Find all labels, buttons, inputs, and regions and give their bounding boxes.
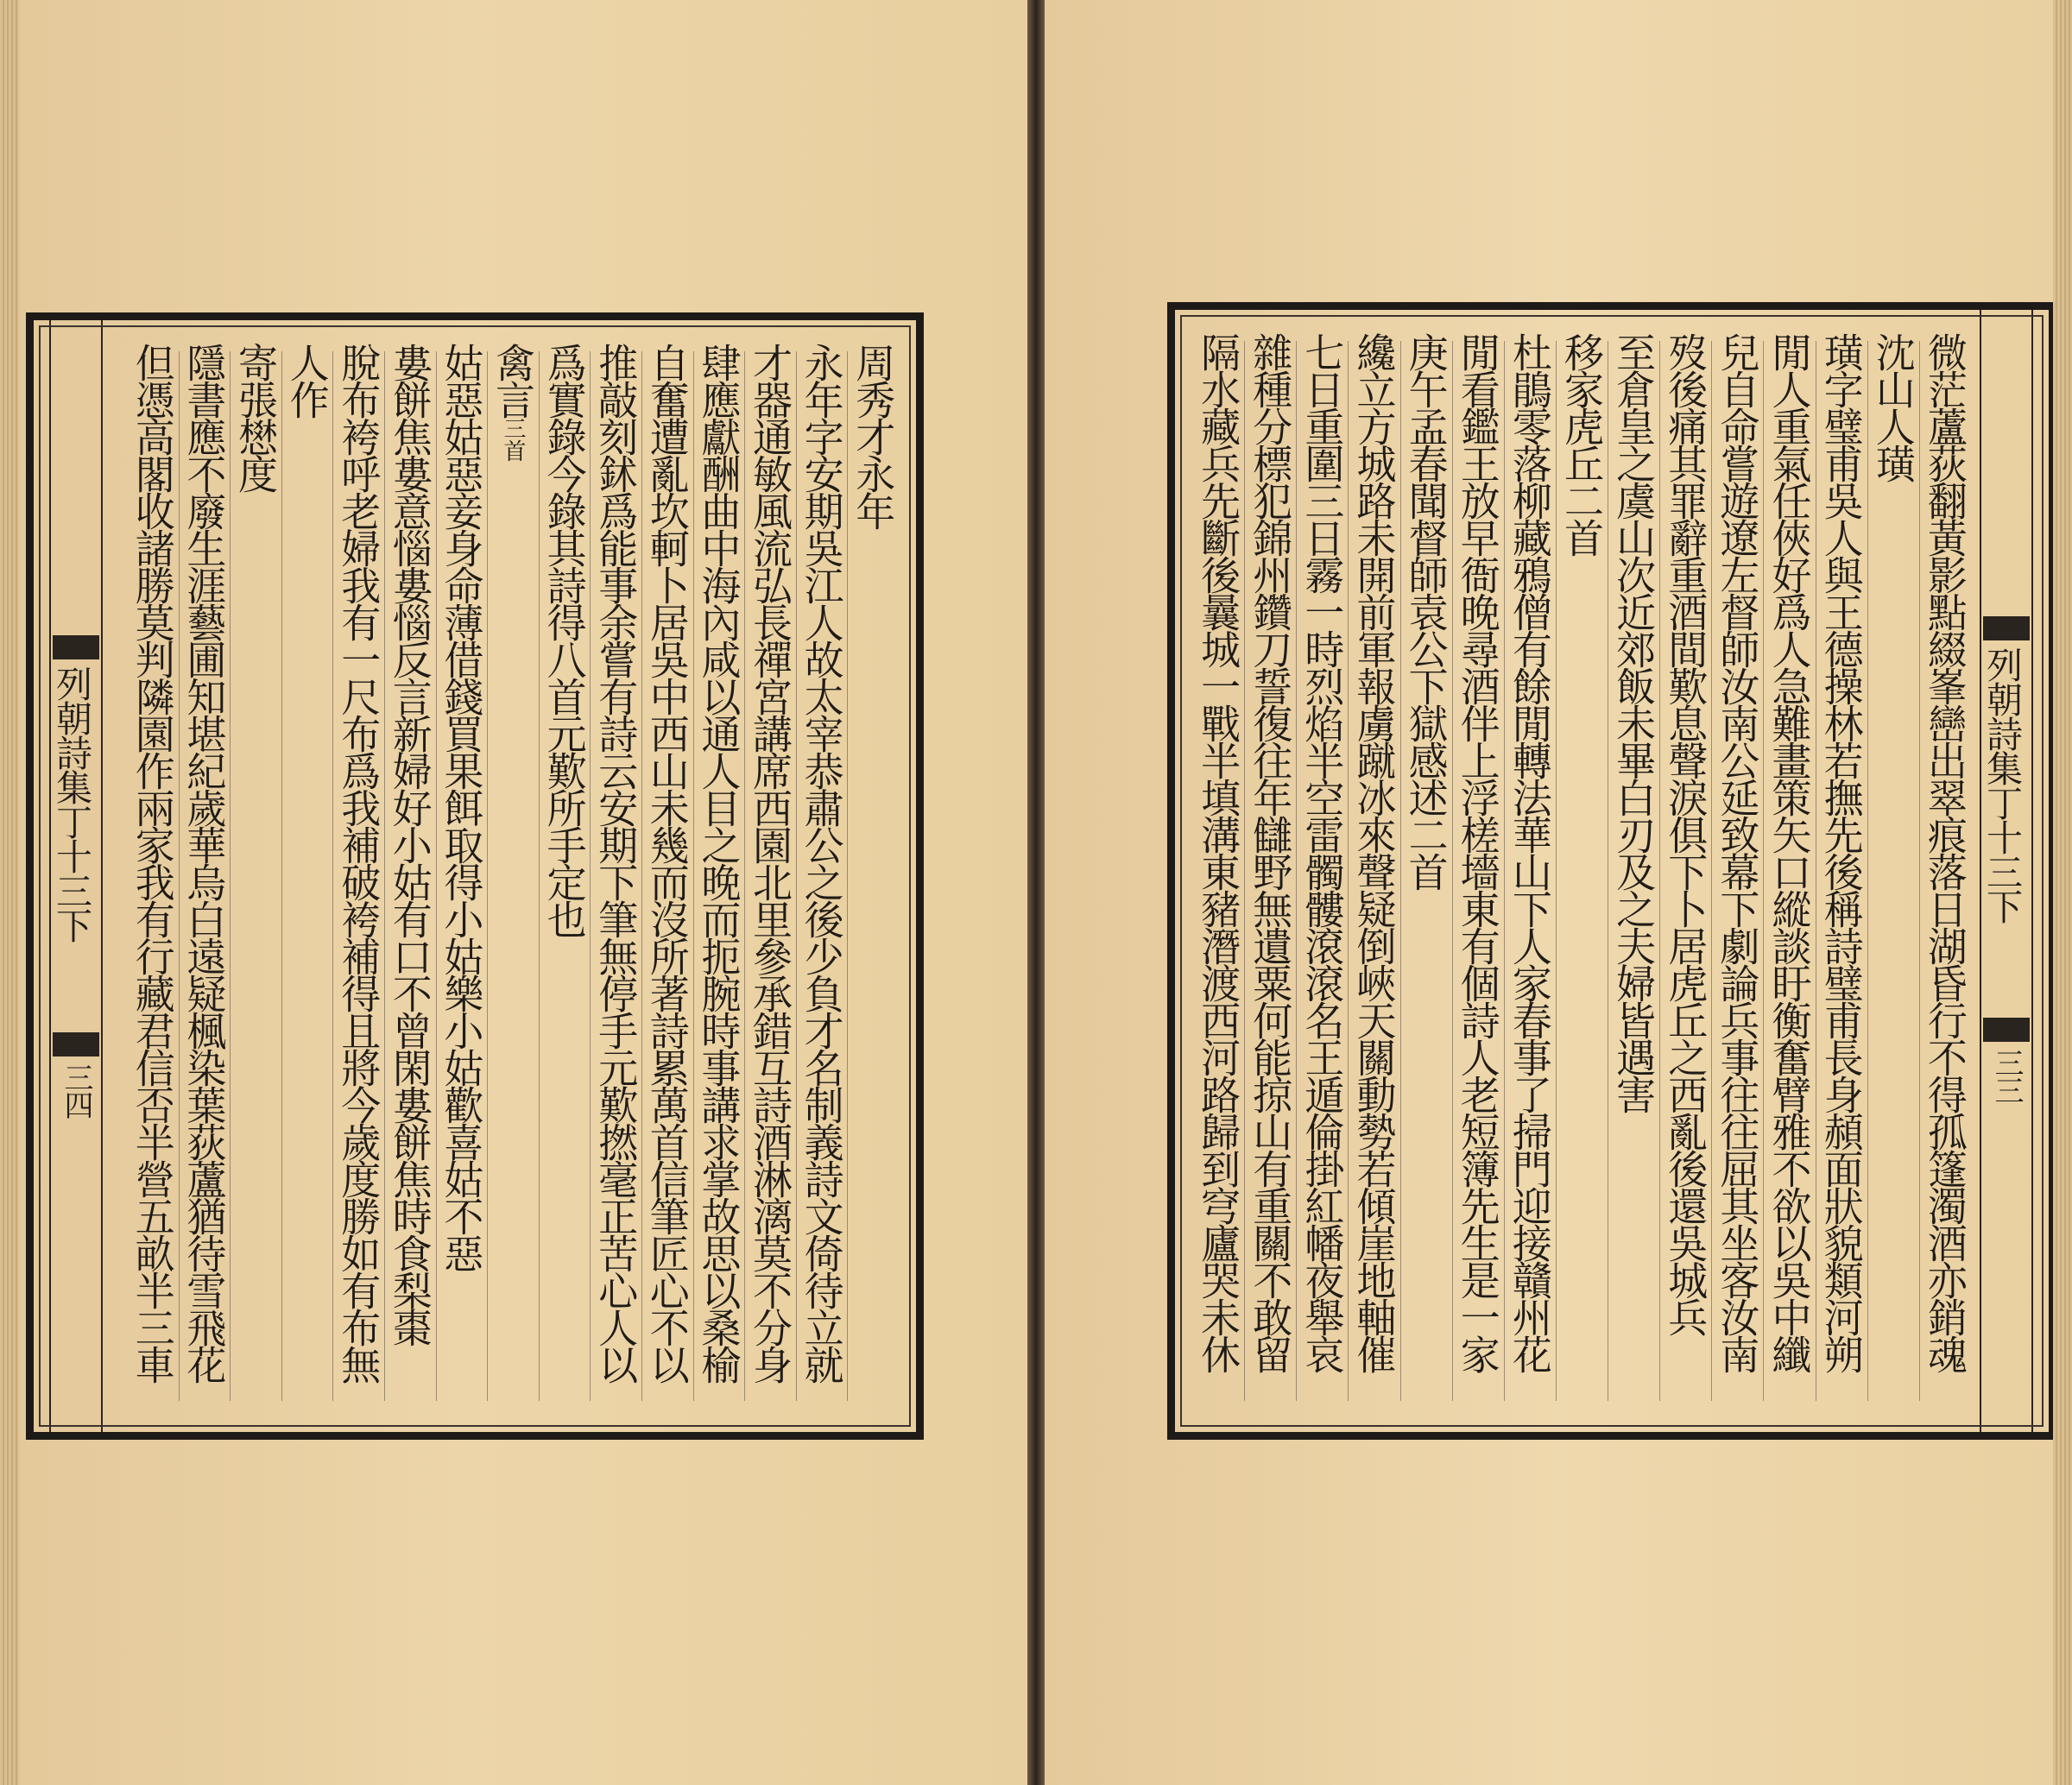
text-column — [1454, 332, 1501, 1410]
column-text: 婁餅焦婁意惱婁惱反言新婦好小姑有口不曾閑婁餅焦時食梨棗 — [386, 343, 433, 1345]
text-column — [1558, 332, 1605, 1410]
page-edges — [2053, 0, 2072, 1785]
column-text: 爲實錄今錄其詩得八首元歎所手定也 — [540, 343, 588, 937]
text-column — [540, 343, 588, 1410]
fish-tail-mark — [1983, 1018, 2030, 1042]
text-column — [1869, 332, 1917, 1410]
left-page — [0, 0, 1027, 1785]
text-column — [1766, 332, 1813, 1410]
column-text: 寄張𢡟度 — [232, 343, 279, 491]
column-text: 自奮遭亂坎軻卜居吳中西山未幾而沒所著詩累萬首信筆匠心不以 — [643, 343, 691, 1382]
column-rule — [1919, 341, 1920, 1401]
text-column — [643, 343, 691, 1410]
text-column — [386, 343, 433, 1410]
column-rule — [641, 351, 642, 1401]
column-text: 兒自命嘗遊遼左督師汝南公延致幕下劇論兵事往往屈其坐客汝南 — [1714, 332, 1761, 1372]
column-text: 纔立方城路未開前軍報虜蹴冰來聲疑倒峽天關動勢若傾崖地軸催 — [1350, 332, 1398, 1372]
column-text: 璜字璧甫吳人與王德操林若撫先後稱詩璧甫長身頳面狀貌類河朔 — [1817, 332, 1865, 1372]
text-column — [1247, 332, 1294, 1410]
column-rule — [487, 351, 488, 1401]
fish-tail-mark — [53, 635, 99, 659]
text-column — [283, 343, 331, 1410]
page-heart-title: 列朝詩集丁十三下 — [1981, 647, 2024, 923]
column-rule — [693, 351, 694, 1401]
column-rule — [332, 351, 333, 1401]
column-text: 禽言 — [490, 343, 536, 417]
column-text: 但憑高閣收諸勝莫判隣園作兩家我有行藏君信否半營五畝半三車 — [129, 343, 176, 1382]
column-text: 永年字安期吳江人故太宰恭肅公之後少負才名制義詩文倚待立就 — [798, 343, 845, 1382]
text-column — [232, 343, 279, 1410]
column-rule — [796, 351, 797, 1401]
column-text: 隔水藏兵先斷後曩城一戰半填溝東豬潛渡西河路歸到穹廬哭未休 — [1195, 332, 1242, 1372]
column-rule — [744, 351, 745, 1401]
right-page — [1045, 0, 2072, 1785]
text-column — [180, 343, 228, 1410]
column-text: 才器通敏風流弘長禪宮講席西園北里參承錯互詩酒淋漓莫不分身 — [747, 343, 793, 1382]
column-text: 閒人重氣任俠好爲人急難畫策矢口縱談盱衡奮臂雅不欲以吳中纖 — [1766, 332, 1813, 1372]
text-column — [1298, 332, 1346, 1410]
column-text: 肆應獻酬曲中海內咸以通人目之晚而扼腕時事講求掌故思以桑榆 — [695, 343, 742, 1382]
column-rule — [1659, 341, 1660, 1401]
column-text: 七日重圍三日霧一時烈焰半空雷髑髏滾滾名王遁倫掛紅幡夜舉哀 — [1298, 332, 1346, 1372]
left-text-frame — [26, 312, 924, 1440]
column-text: 姑惡姑惡妾身命薄借錢買果餌取得小姑樂小姑歡喜姑不惡 — [438, 343, 485, 1271]
column-text: 微茫蘆荻翻黃影點綴峯巒出翠痕落日湖昏行不得孤篷濁酒亦銷魂 — [1921, 332, 1968, 1372]
column-rule — [847, 351, 848, 1401]
column-rule — [1504, 341, 1505, 1401]
text-column — [1662, 332, 1709, 1410]
folio-number: 三三 — [1989, 1048, 2024, 1103]
text-column — [747, 343, 793, 1410]
page-edges — [0, 0, 19, 1785]
column-rule — [1867, 341, 1868, 1401]
column-rule — [1400, 341, 1401, 1401]
text-column — [1350, 332, 1398, 1410]
page-heart-title: 列朝詩集丁十三下 — [51, 665, 93, 942]
folio-number: 三四 — [59, 1063, 93, 1118]
column-rule — [179, 351, 180, 1401]
column-annotation: 三首 — [500, 417, 526, 462]
column-text: 移家虎丘二首 — [1558, 332, 1605, 555]
text-column — [438, 343, 485, 1410]
text-column — [695, 343, 742, 1410]
column-text: 推敲刻鉥爲能事余嘗有詩云安期下筆無停手元歎撚毫正苦心人以 — [592, 343, 640, 1382]
column-rule — [436, 351, 437, 1401]
right-columns — [1192, 332, 1971, 1410]
column-rule — [1452, 341, 1453, 1401]
right-text-frame — [1167, 302, 2056, 1440]
column-rule — [281, 351, 282, 1401]
column-text: 雜種分標犯錦州鑽刀誓復往年讎野無遺粟何能掠山有重關不敢留 — [1247, 332, 1294, 1372]
text-column — [1817, 332, 1865, 1410]
fish-tail-mark — [53, 1032, 99, 1056]
column-rule — [384, 351, 385, 1401]
text-column — [1506, 332, 1553, 1410]
column-text: 庚午孟春聞督師袁公下獄感述二首 — [1402, 332, 1450, 889]
text-column — [850, 343, 897, 1410]
column-rule — [1763, 341, 1764, 1401]
column-rule — [539, 351, 540, 1401]
right-page-heart — [1980, 310, 2033, 1432]
column-text: 沈山人璜 — [1869, 332, 1917, 481]
column-text: 周秀才永年 — [850, 343, 897, 528]
column-rule — [1296, 341, 1297, 1401]
text-column — [592, 343, 640, 1410]
fish-tail-mark — [1983, 616, 2030, 640]
column-rule — [590, 351, 591, 1401]
text-column — [1610, 332, 1658, 1410]
column-rule — [230, 351, 231, 1401]
text-column — [1921, 332, 1968, 1410]
column-rule — [1711, 341, 1712, 1401]
column-text: 人作 — [283, 343, 331, 417]
column-rule — [1348, 341, 1349, 1401]
text-column — [335, 343, 382, 1410]
column-text: 歿後痛其罪辭重酒間歎息聲淚俱下卜居虎丘之西亂後還吳城兵 — [1662, 332, 1709, 1334]
book-gutter — [1027, 0, 1045, 1785]
column-text: 閒看鑑王放早衙晚尋酒伴上浮槎墻東有個詩人老短簿先生是一家 — [1454, 332, 1501, 1372]
column-text: 至倉皇之虞山次近郊飯未畢白刃及之夫婦皆遇害 — [1610, 332, 1658, 1112]
column-text: 隱書應不廢生涯藝圃知堪紀歲華烏白遠疑楓染葉荻蘆猶待雪飛花 — [180, 343, 228, 1382]
left-columns — [127, 343, 899, 1410]
text-column — [1402, 332, 1450, 1410]
text-column — [798, 343, 845, 1410]
text-column — [1195, 332, 1242, 1410]
left-page-heart — [49, 320, 103, 1432]
column-rule — [1556, 341, 1557, 1401]
text-column — [129, 343, 176, 1410]
text-column — [490, 343, 536, 1410]
text-column — [1714, 332, 1761, 1410]
column-rule — [1244, 341, 1245, 1401]
column-text: 脫布袴呼老婦我有一尺布爲我補破袴補得且將今歲度勝如有布無 — [335, 343, 382, 1382]
column-text: 杜鵑零落柳藏鴉僧有餘閒轉法華山下人家春事了掃門迎接贛州花 — [1506, 332, 1553, 1372]
